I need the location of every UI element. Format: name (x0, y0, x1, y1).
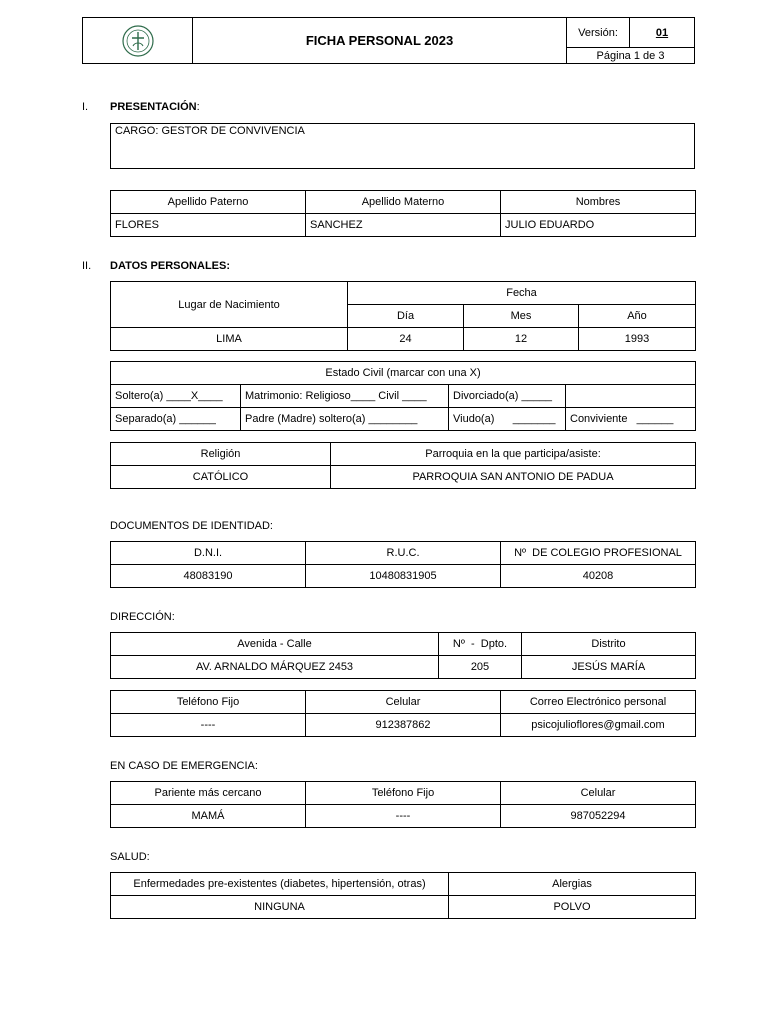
enfermedades-value: NINGUNA (111, 896, 449, 919)
section-2-number: II. (82, 260, 92, 272)
lugar-nacimiento-value: LIMA (111, 328, 348, 351)
apellido-paterno-value: FLORES (111, 214, 306, 237)
pariente-value: MAMÁ (111, 805, 306, 828)
header-mes: Mes (464, 305, 579, 328)
mes-value: 12 (464, 328, 579, 351)
anio-value: 1993 (579, 328, 696, 351)
address-label: DIRECCIÓN: (110, 611, 175, 623)
celular-value: 912387862 (306, 714, 501, 737)
header-nombres: Nombres (501, 191, 696, 214)
header-numero-dpto: Nº - Dpto. (439, 633, 522, 656)
document-header (82, 17, 695, 64)
emergency-table (110, 781, 696, 828)
header-anio: Año (579, 305, 696, 328)
section-1-colon: : (196, 101, 200, 113)
section-2-title: DATOS PERSONALES: (110, 260, 230, 272)
header-apellido-materno: Apellido Materno (306, 191, 501, 214)
civil-divorciado: Divorciado(a) _____ (449, 385, 566, 408)
header-dia: Día (348, 305, 464, 328)
section-1-number: I. (82, 101, 89, 113)
contact-table (110, 690, 696, 737)
civil-conviviente: Conviviente ______ (566, 408, 696, 431)
colegio-profesional-value: 40208 (501, 565, 696, 588)
distrito-value: JESÚS MARÍA (522, 656, 696, 679)
civil-soltero: Soltero(a) ____X____ (111, 385, 241, 408)
page-indicator: Página 1 de 3 (567, 48, 695, 64)
section-2-heading (110, 260, 230, 272)
header-dni: D.N.I. (111, 542, 306, 565)
header-religion: Religión (111, 443, 331, 466)
civil-viudo: Viudo(a) _______ (449, 408, 566, 431)
telefono-fijo-value: ---- (111, 714, 306, 737)
dni-value: 48083190 (111, 565, 306, 588)
header-celular: Celular (306, 691, 501, 714)
dia-value: 24 (348, 328, 464, 351)
civil-empty (566, 385, 696, 408)
avenida-calle-value: AV. ARNALDO MÁRQUEZ 2453 (111, 656, 439, 679)
header-correo: Correo Electrónico personal (501, 691, 696, 714)
header-enfermedades: Enfermedades pre-existentes (diabetes, hipertensión, otras) (111, 873, 449, 896)
header-colegio-profesional: Nº DE COLEGIO PROFESIONAL (501, 542, 696, 565)
header-emergency-celular: Celular (501, 782, 696, 805)
civil-padre-soltero: Padre (Madre) soltero(a) ________ (241, 408, 449, 431)
health-table (110, 872, 696, 919)
cargo-box (110, 123, 695, 169)
civil-status-title: Estado Civil (marcar con una X) (111, 362, 696, 385)
correo-value: psicojulioflores@gmail.com (501, 714, 696, 737)
header-telefono-fijo: Teléfono Fijo (111, 691, 306, 714)
religion-value: CATÓLICO (111, 466, 331, 489)
religion-table (110, 442, 696, 489)
header-avenida-calle: Avenida - Calle (111, 633, 439, 656)
emergency-telefono-fijo-value: ---- (306, 805, 501, 828)
header-alergias: Alergias (449, 873, 696, 896)
section-1-title: PRESENTACIÓN (110, 101, 197, 113)
version-label: Versión: (567, 18, 630, 48)
numero-dpto-value: 205 (439, 656, 522, 679)
header-distrito: Distrito (522, 633, 696, 656)
version-value: 01 (630, 18, 695, 48)
ruc-value: 10480831905 (306, 565, 501, 588)
school-seal-logo-icon (121, 24, 155, 58)
documents-label: DOCUMENTOS DE IDENTIDAD: (110, 520, 273, 532)
header-parroquia: Parroquia en la que participa/asiste: (331, 443, 696, 466)
header-emergency-telefono-fijo: Teléfono Fijo (306, 782, 501, 805)
header-apellido-paterno: Apellido Paterno (111, 191, 306, 214)
header-lugar-nacimiento: Lugar de Nacimiento (111, 282, 348, 328)
birth-table (110, 281, 696, 351)
emergency-label: EN CASO DE EMERGENCIA: (110, 760, 258, 772)
civil-separado: Separado(a) ______ (111, 408, 241, 431)
names-table (110, 190, 696, 237)
civil-status-table (110, 361, 696, 431)
section-1-heading (110, 101, 200, 113)
civil-matrimonio: Matrimonio: Religioso____ Civil ____ (241, 385, 449, 408)
header-pariente: Pariente más cercano (111, 782, 306, 805)
health-label: SALUD: (110, 851, 150, 863)
apellido-materno-value: SANCHEZ (306, 214, 501, 237)
alergias-value: POLVO (449, 896, 696, 919)
nombres-value: JULIO EDUARDO (501, 214, 696, 237)
address-table (110, 632, 696, 679)
logo-cell (83, 18, 193, 64)
header-ruc: R.U.C. (306, 542, 501, 565)
document-title: FICHA PERSONAL 2023 (193, 18, 567, 64)
cargo-field: CARGO: GESTOR DE CONVIVENCIA (111, 124, 695, 169)
emergency-celular-value: 987052294 (501, 805, 696, 828)
identity-documents-table (110, 541, 696, 588)
parroquia-value: PARROQUIA SAN ANTONIO DE PADUA (331, 466, 696, 489)
header-fecha: Fecha (348, 282, 696, 305)
